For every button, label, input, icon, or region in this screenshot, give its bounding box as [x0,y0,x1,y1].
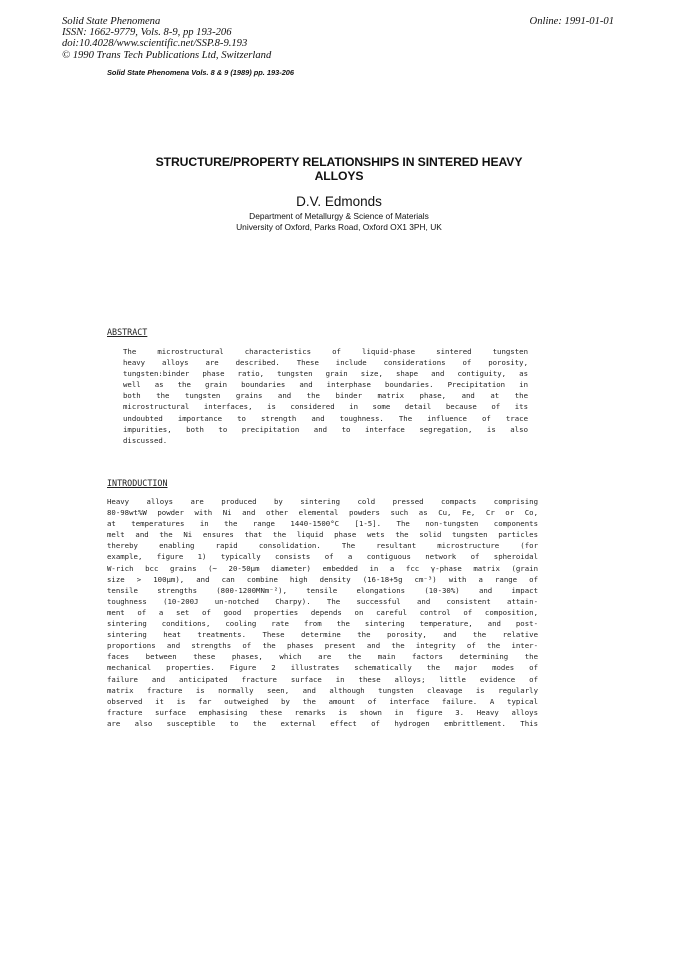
intro-line: fracture surface emphasising these remarks is shown in figure 3. Heavy alloys [107,707,538,717]
abstract-text [123,346,528,446]
intro-line: toughness (10-200J un-notched Charpy). The successful and consistent attain- [107,596,538,606]
intro-line: mechanical properties. Figure 2 illustrates schematically the major modes of [107,663,538,673]
intro-line: failure and anticipated fracture surface in these alloys; little evidence of [107,674,538,684]
intro-line: sintering conditions, cooling rate from the sintering temperature, and post- [107,619,538,629]
author-name: D.V. Edmonds [296,194,382,209]
author-affiliation [100,211,578,232]
abstract-line: undoubted importance to strength and toughness. The influence of trace [123,413,528,423]
abstract-line: impurities, both to precipitation and to interface segregation, is also [123,424,528,434]
abstract-line: tungsten:binder phase ratio, tungsten grain size, shape and contiguity, as [123,369,528,379]
copyright-line: © 1990 Trans Tech Publications Ltd, Switzerland [62,49,272,61]
introduction-heading: INTRODUCTION [107,478,168,488]
affiliation-line: Department of Metallurgy & Science of Materials [249,211,429,221]
abstract-line: discussed. [123,435,168,445]
intro-line: tensile strengths (800-1200MNm⁻²), tensile elongations (10-30%) and impact [107,585,538,595]
intro-line: 80-98wt%W powder with Ni and other elemental powders such as Cu, Fe, Cr or Co, [107,508,538,518]
doi-line: doi:10.4028/www.scientific.net/SSP.8-9.193 [62,38,248,50]
introduction-text [107,496,538,729]
intro-line: W-rich bcc grains (~ 20-50μm diameter) embedded in a fcc γ-phase matrix (grain [107,563,538,573]
intro-line: thereby enabling rapid consolidation. The resultant microstructure (for [107,541,538,551]
intro-line: matrix fracture is normally seen, and although tungsten cleavage is regularly [107,685,538,695]
paper-title [100,155,578,183]
journal-metadata [62,16,271,61]
intro-line: at temperatures in the range 1440-1500°C [1-5]. The non-tungsten components [107,519,538,529]
intro-line: ment of a set of good properties depends on careful control of composition, [107,607,538,617]
abstract-line: microstructural interfaces, is considered in some detail because of its [123,402,528,412]
title-line: STRUCTURE/PROPERTY RELATIONSHIPS IN SINTERED HEAVY [155,155,523,169]
online-date: Online: 1991-01-01 [529,16,614,27]
abstract-line: The microstructural characteristics of liquid-phase sintered tungsten [123,347,528,356]
intro-line: Heavy alloys are produced by sintering cold pressed compacts comprising [107,497,538,506]
abstract-heading: ABSTRACT [107,327,148,337]
journal-reference: Solid State Phenomena Vols. 8 & 9 (1989) pp. 193-206 [107,68,295,77]
intro-line: sintering heat treatments. These determine the porosity, and the relative [107,630,538,640]
affiliation-line: University of Oxford, Parks Road, Oxford OX1 3PH, UK [236,221,442,232]
abstract-line: heavy alloys are described. These include considerations of porosity, [123,358,528,368]
intro-line: example, figure 1) typically consists of a contiguous network of spheroidal [107,552,538,562]
intro-line: melt and the Ni ensures that the liquid phase wets the solid tungsten particles [107,530,538,540]
intro-line: size > 100μm), and can combine high density (16-18+5g cm⁻³) with a range of [107,574,538,584]
intro-line: are also susceptible to the external effect of hydrogen embrittlement. This [107,718,538,728]
abstract-line: well as the grain boundaries and interphase boundaries. Precipitation in [123,380,528,390]
journal-name: Solid State Phenomena [62,16,161,27]
abstract-line: both the tungsten grains and the binder matrix phase, and at the [123,391,528,401]
issn-line: ISSN: 1662-9779, Vols. 8-9, pp 193-206 [62,27,232,39]
intro-line: observed it is far outweighed by the amount of interface failure. A typical [107,696,538,706]
title-line: ALLOYS [314,169,364,183]
intro-line: faces between these phases, which are the main factors determining the [107,652,538,662]
intro-line: proportions and strengths of the phases present and the integrity of the inter- [107,641,538,651]
